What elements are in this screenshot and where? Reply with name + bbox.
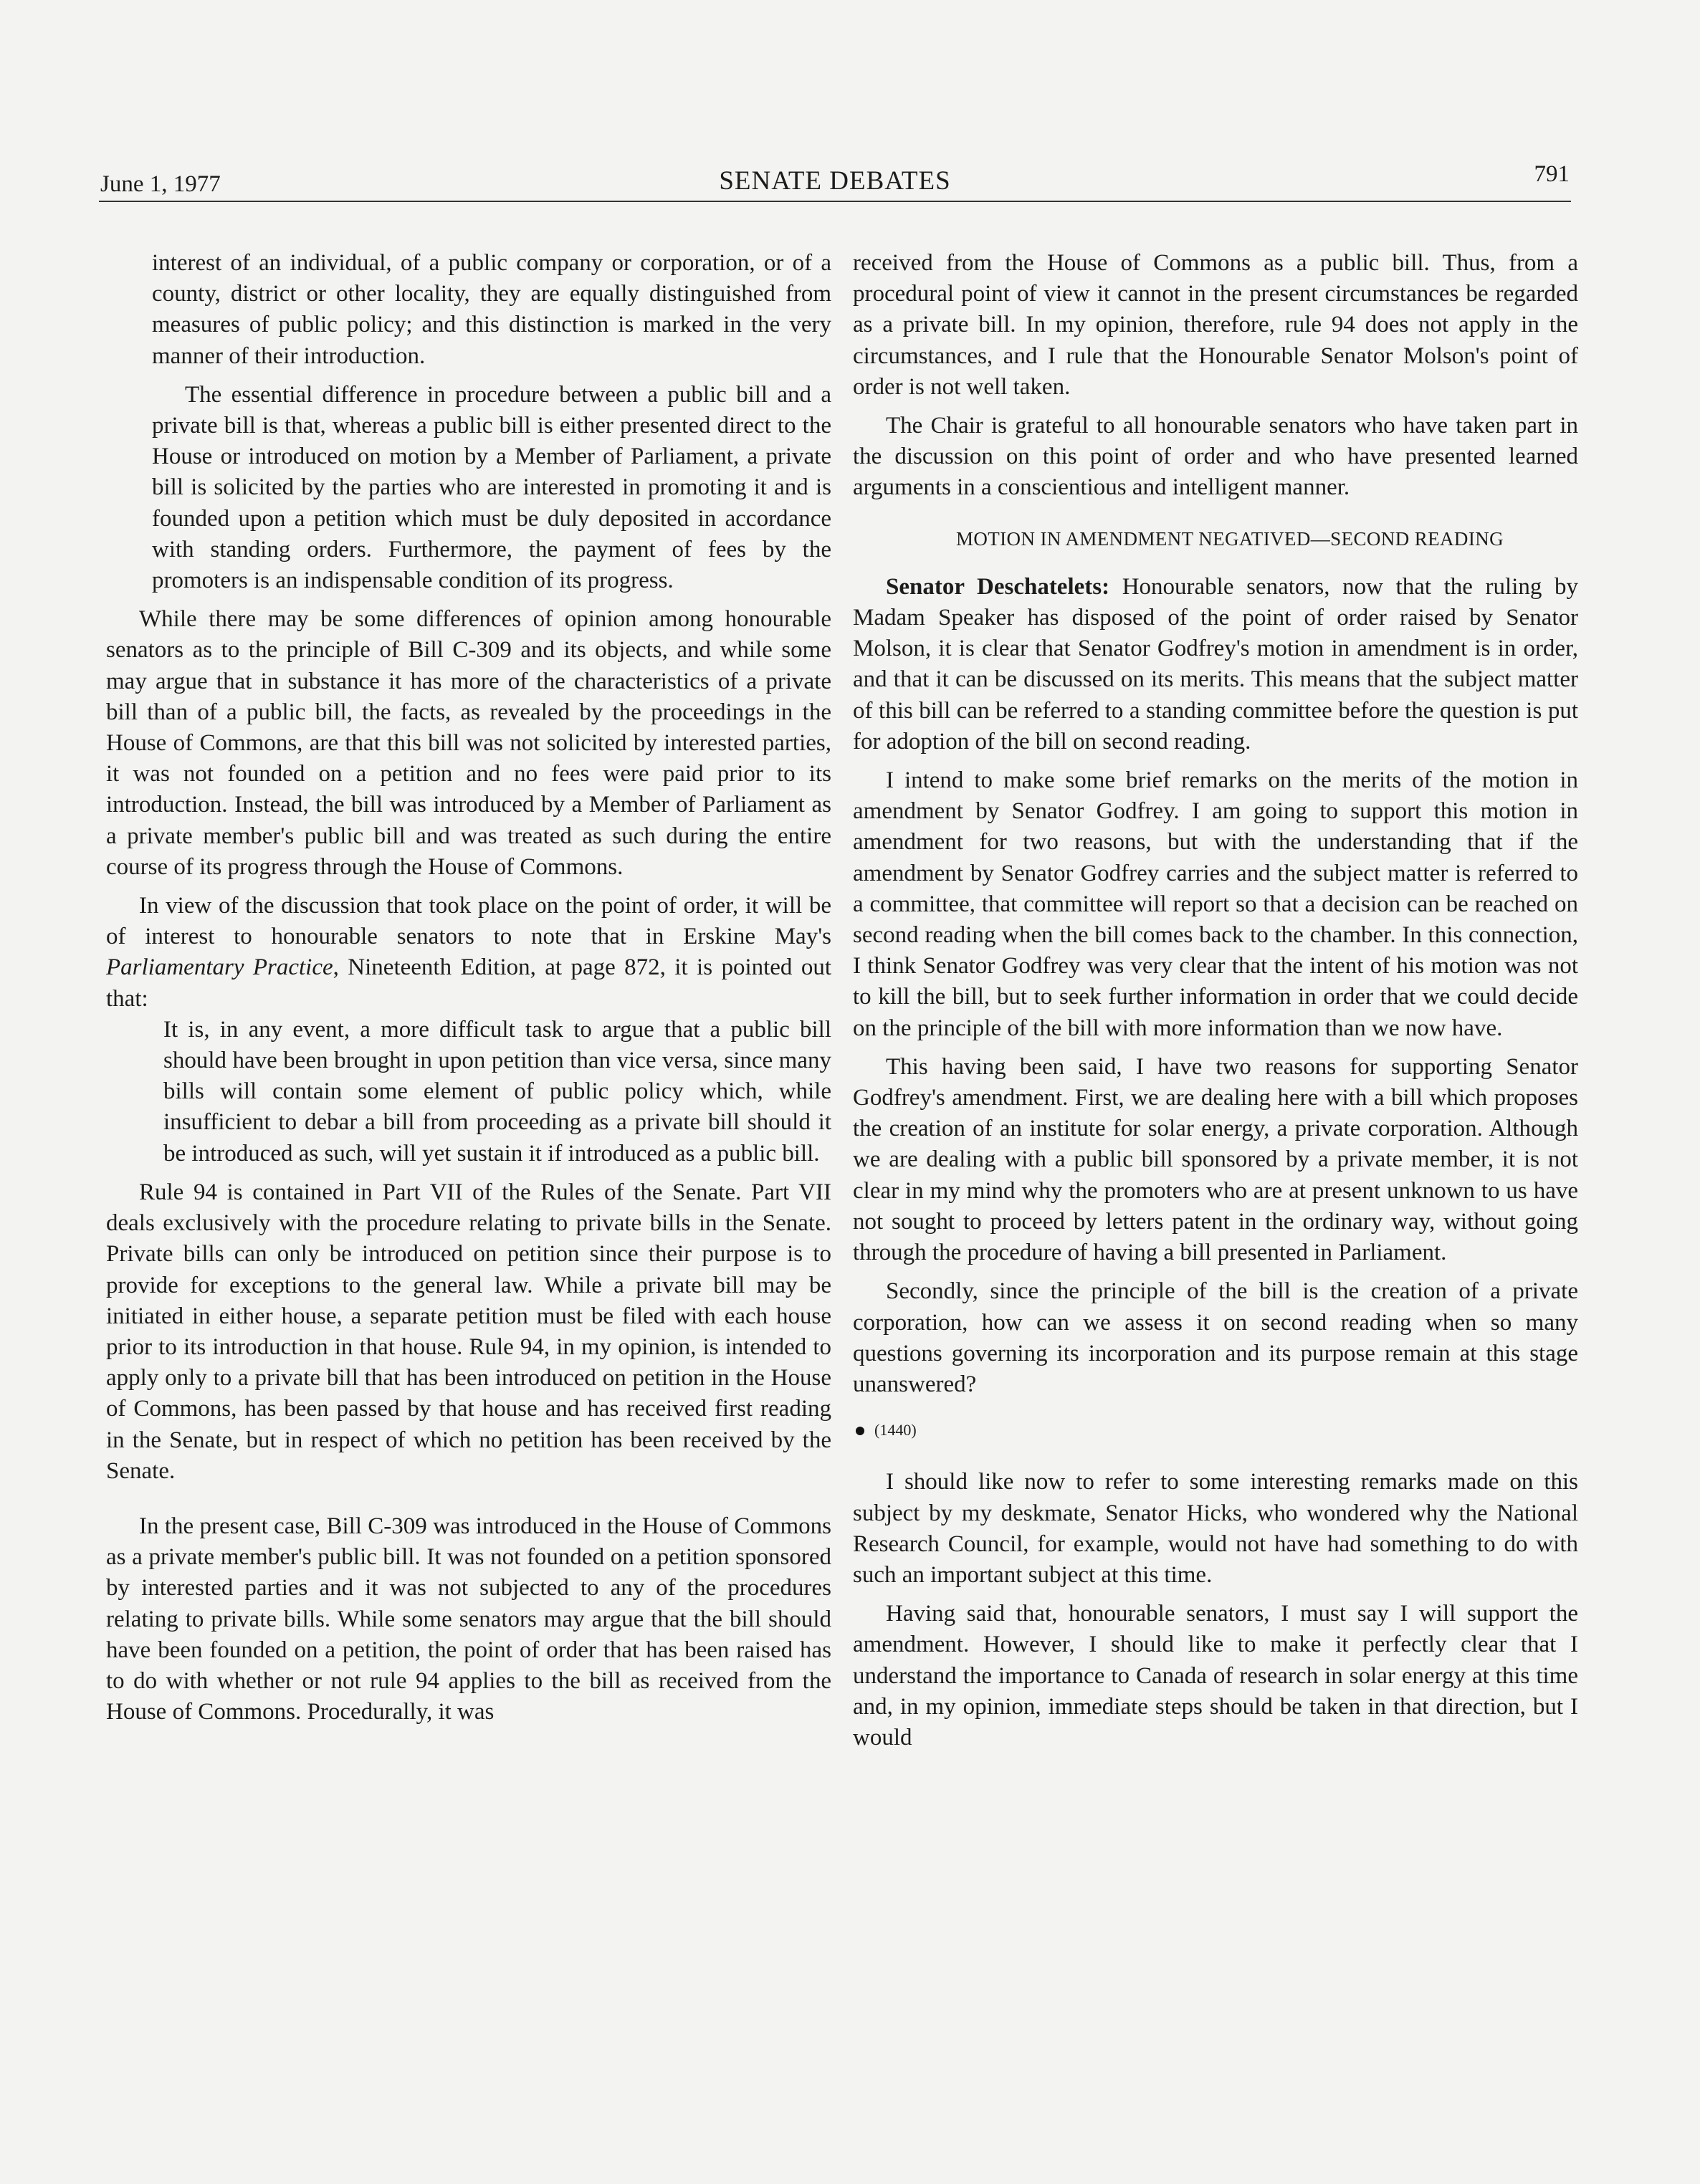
page-number: 791 bbox=[1534, 161, 1570, 187]
paragraph: The Chair is grateful to all honourable senators who have taken part in the discussion on this point of order and who have presented learned arguments in a conscientious and intelligent manner. bbox=[853, 413, 1578, 501]
page-header bbox=[99, 159, 1571, 202]
quote-paragraph: interest of an individual, of a public company or corporation, or of a county, district or other locality, they are equally distinguished from measures of public policy; and this distinction is marked in the very manner of their introduction. bbox=[152, 250, 831, 369]
paragraph: Rule 94 is contained in Part VII of the Rules of the Senate. Part VII deals exclusively with the procedure relating to private bills in the Senate. Private bills can only be introduced on petition since their purpose is to provide for exceptions to the general law. While a private bill may be initiated in either house, a separate petition must be filed with each house prior to its introduction in that house. Rule 94, in my opinion, is intended to apply only to a private bill that has been introduced on petition in the House of Commons, has been passed by that house and has received first reading in the Senate, but in respect of which no petition has been received by the Senate. bbox=[106, 1179, 831, 1484]
paragraph: received from the House of Commons as a public bill. Thus, from a procedural point of view it cannot in the present circumstances be regarded as a private bill. In my opinion, therefore, rule 94 does not apply in the circumstances, and I rule that the Honourable Senator Molson's point of order is not well taken. bbox=[853, 250, 1578, 400]
left-column bbox=[106, 248, 831, 1728]
time-stamp-text: (1440) bbox=[874, 1421, 917, 1440]
speaker-name: Senator Deschatelets: bbox=[886, 573, 1110, 600]
quote-paragraph: It is, in any event, a more difficult task to argue that a public bill should have been brought in upon petition than vice versa, since many bills will contain some element of public policy which, while insufficient to debar a bill from proceeding as a private bill should it be introduced as such, will yet sustain it if introduced as a public bill. bbox=[163, 1016, 831, 1167]
paragraph-text: In view of the discussion that took place on the point of order, it will be of interest to honourable senators to note that in Erskine May's bbox=[106, 893, 831, 950]
paragraph-text: , Nineteenth Edition, at page 872, it is pointed out that: bbox=[106, 954, 831, 1012]
paragraph: Secondly, since the principle of the bill is the creation of a private corporation, how can we assess it on second reading when so many questions governing its incorporation and its purpose remain at this stage unanswered? bbox=[853, 1278, 1578, 1397]
header-title: SENATE DEBATES bbox=[719, 166, 951, 196]
quote-paragraph: The essential difference in procedure between a public bill and a private bill is that, whereas a public bill is either presented direct to the House or introduced on motion by a Member of Parliament, a private bill is solicited by the parties who are interested in promoting it and is founded upon a petition which must be duly deposited in accordance with standing orders. Furthermore, the payment of fees by the promoters is an indispensable condition of its progress. bbox=[152, 381, 831, 594]
right-column bbox=[853, 248, 1578, 1753]
header-date: June 1, 1977 bbox=[100, 171, 221, 197]
book-title: Parliamentary Practice bbox=[106, 954, 333, 981]
paragraph: While there may be some differences of opinion among honourable senators as to the principle of Bill C-309 and its objects, and while some may argue that in substance it has more of the characteristics of a private bill than of a public bill, the facts, as revealed by the proceedings in the House of Commons, are that this bill was not solicited by interested parties, it was not founded on a petition and no fees were paid prior to its introduction. Instead, the bill was introduced by a Member of Parliament as a private member's public bill and was treated as such during the entire course of its progress through the House of Commons. bbox=[106, 606, 831, 880]
section-heading: MOTION IN AMENDMENT NEGATIVED—SECOND READING bbox=[955, 527, 1504, 550]
time-stamp bbox=[853, 1414, 1578, 1445]
bullet-icon bbox=[856, 1427, 864, 1435]
paragraph: I intend to make some brief remarks on the merits of the motion in amendment by Senator Godfrey. I am going to support this motion in amendment for two reasons, but with the understanding that if the amendment by Senator Godfrey carries and the subject matter is referred to a committee, that committee will report so that a decision can be reached on second reading when the bill comes back to the chamber. In this connection, I think Senator Godfrey was very clear that the intent of his motion was not to kill the bill, but to seek further information in order that we could decide on the principle of the bill with more information than we now have. bbox=[853, 767, 1578, 1041]
paragraph bbox=[106, 891, 831, 1015]
paragraph: This having been said, I have two reasons for supporting Senator Godfrey's amendment. First, we are dealing here with a bill which proposes the creation of an institute for solar energy, a private corporation. Although we are dealing with a public bill sponsored by a private member, it is not clear in my mind why the promoters who are at present unknown to us have not sought to proceed by letters patent in the ordinary way, without going through the procedure of having a bill presented in Parliament. bbox=[853, 1053, 1578, 1266]
paragraph: I should like now to refer to some interesting remarks made on this subject by my deskmate, Senator Hicks, who wondered why the National Research Council, for example, would not have had something to do with such an important subject at this time. bbox=[853, 1469, 1578, 1588]
block-quote bbox=[152, 248, 831, 596]
block-quote bbox=[163, 1015, 831, 1169]
paragraph bbox=[853, 572, 1578, 757]
paragraph: Having said that, honourable senators, I must say I will support the amendment. However, I should like to make it perfectly clear that I understand the importance to Canada of research in solar energy at this time and, in my opinion, immediate steps should be taken in that direction, but I would bbox=[853, 1601, 1578, 1750]
paragraph-text: Honourable senators, now that the ruling by Madam Speaker has disposed of the point of order raised by Senator Molson, it is clear that Senator Godfrey's motion in amendment is in order, and that it can be discussed on its merits. This means that the subject matter of this bill can be referred to a standing committee before the question is put for adoption of the bill on second reading. bbox=[853, 573, 1578, 755]
paragraph: In the present case, Bill C-309 was introduced in the House of Commons as a private member's public bill. It was not founded on a petition sponsored by interested parties and it was not subjected to any of the procedures relating to private bills. While some senators may argue that the bill should have been founded on a petition, the point of order that has been raised has to do with whether or not rule 94 applies to the bill as received from the House of Commons. Procedurally, it was bbox=[106, 1513, 831, 1725]
